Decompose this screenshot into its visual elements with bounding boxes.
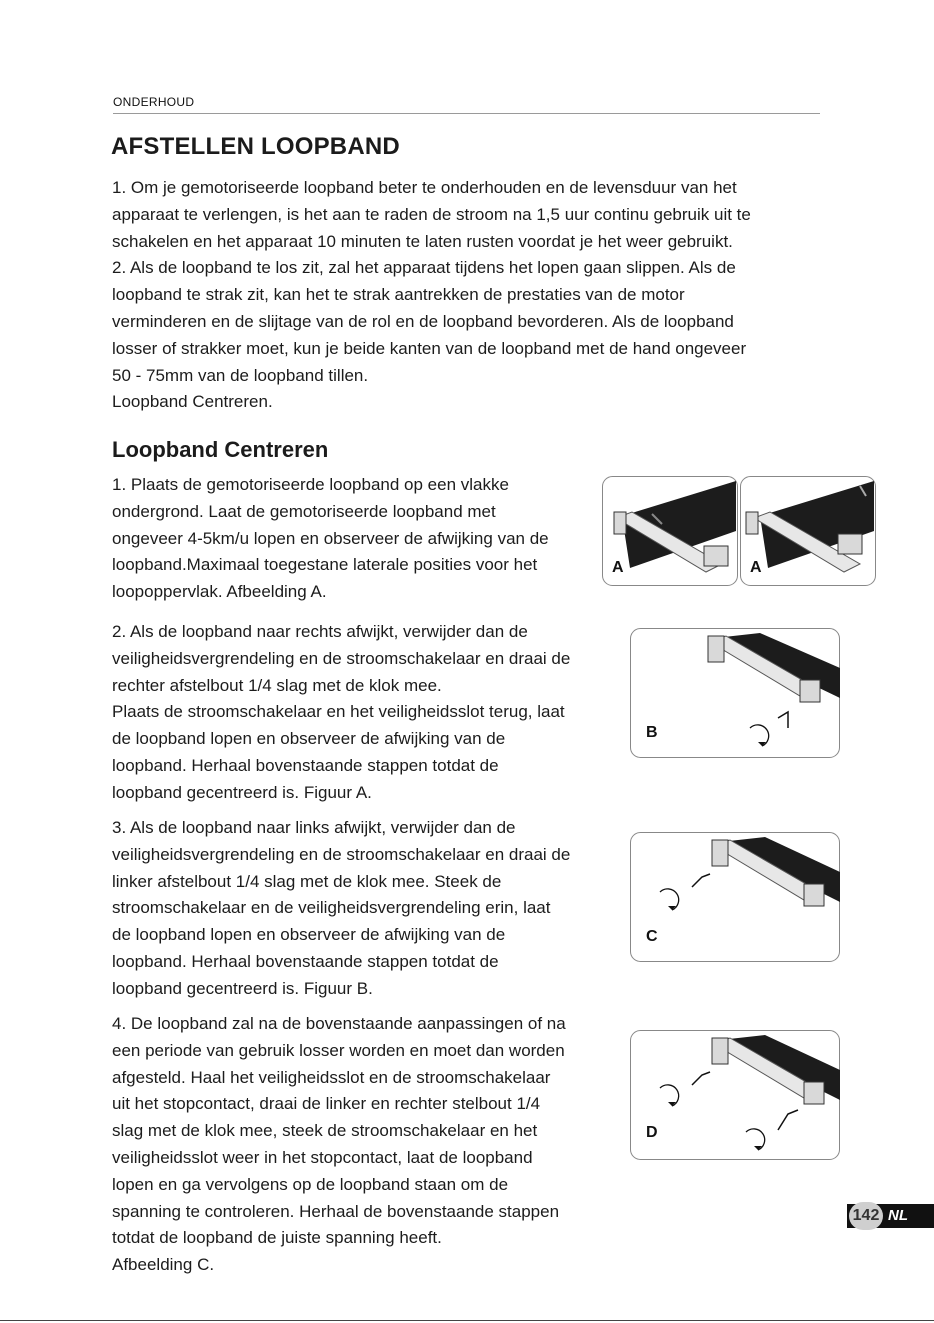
text-line: de loopband lopen en observeer de afwijking van de	[112, 729, 506, 749]
step-2-paragraph	[112, 619, 570, 807]
text-line: 2. Als de loopband naar rechts afwijkt, verwijder dan de	[112, 622, 528, 641]
figure-a-left	[602, 476, 738, 586]
text-line: loopband te strak zit, kan het te strak aantrekken de prestaties van de motor	[112, 285, 685, 305]
text-line: 4. De loopband zal na de bovenstaande aanpassingen of na	[112, 1014, 566, 1033]
text-line: veiligheidsvergrendeling en de stroomschakelaar en draai de	[112, 844, 571, 864]
text-line: een periode van gebruik losser worden en moet dan worden	[112, 1040, 565, 1060]
text-line: 2. Als de loopband te los zit, zal het apparaat tijdens het lopen gaan slippen. Als de	[112, 258, 736, 278]
figure-label: A	[750, 559, 762, 576]
text-line: losser of strakker moet, kun je beide kanten van de loopband met de hand ongeveer	[112, 338, 747, 358]
text-line: 1. Plaats de gemotoriseerde loopband op een vlakke	[112, 475, 509, 494]
text-line: loopband. Herhaal bovenstaande stappen totdat de	[112, 755, 499, 775]
text-line: apparaat te verlengen, is het aan te raden de stroom na 1,5 uur continu gebruik uit te	[112, 204, 751, 224]
text-line: Plaats de stroomschakelaar en het veiligheidsslot terug, laat	[112, 702, 565, 722]
text-line: de loopband lopen en observeer de afwijking van de	[112, 925, 506, 945]
bottom-border	[0, 1320, 934, 1321]
text-line: 1. Om je gemotoriseerde loopband beter te onderhouden en de levensduur van het	[112, 178, 737, 197]
text-line: stroomschakelaar en de veiligheidsvergrendeling erin, laat	[112, 898, 551, 918]
language-label: NL	[888, 1207, 908, 1224]
step-3-paragraph	[112, 815, 570, 1003]
step-4-paragraph	[112, 1011, 566, 1279]
text-line: veiligheidsslot weer in het stopcontact, laat de loopband	[112, 1147, 533, 1167]
text-line: Afbeelding C.	[112, 1255, 215, 1275]
figure-b	[630, 628, 840, 758]
intro-paragraph	[112, 175, 751, 416]
section-label: ONDERHOUD	[113, 95, 195, 109]
text-line: rechter afstelbout 1/4 slag met de klok mee.	[112, 675, 442, 695]
figure-label: D	[646, 1124, 658, 1141]
page-title: AFSTELLEN LOOPBAND	[111, 133, 400, 160]
text-line: uit het stopcontact, draai de linker en rechter stelbout 1/4	[112, 1094, 541, 1114]
figure-label: B	[646, 724, 658, 741]
figure-a-right	[740, 476, 876, 586]
text-line: linker afstelbout 1/4 slag met de klok mee. Steek de	[112, 871, 502, 891]
step-1-paragraph	[112, 472, 549, 606]
figure-c	[630, 832, 840, 962]
text-line: totdat de loopband de juiste spanning heeft.	[112, 1228, 442, 1248]
text-line: veiligheidsvergrendeling en de stroomschakelaar en draai de	[112, 648, 571, 668]
header-divider	[113, 113, 820, 114]
text-line: loopband. Herhaal bovenstaande stappen totdat de	[112, 951, 499, 971]
text-line: verminderen en de slijtage van de rol en de loopband bevorderen. Als de loopband	[112, 311, 734, 331]
text-line: slag met de klok mee, steek de stroomschakelaar en het	[112, 1121, 538, 1141]
text-line: schakelen en het apparaat 10 minuten te laten rusten voordat je het weer gebruikt.	[112, 231, 733, 251]
page-number: 142	[849, 1202, 883, 1230]
text-line: 50 - 75mm van de loopband tillen.	[112, 365, 369, 385]
text-line: 3. Als de loopband naar links afwijkt, verwijder dan de	[112, 818, 516, 837]
text-line: ondergrond. Laat de gemotoriseerde loopband met	[112, 501, 496, 521]
text-line: lopen en ga vervolgens op de loopband staan om de	[112, 1174, 509, 1194]
text-line: loopband gecentreerd is. Figuur A.	[112, 782, 372, 802]
text-line: Loopband Centreren.	[112, 392, 273, 412]
figure-label: A	[612, 559, 624, 576]
text-line: loopband gecentreerd is. Figuur B.	[112, 978, 373, 998]
text-line: ongeveer 4-5km/u lopen en observeer de afwijking van de	[112, 528, 549, 548]
figure-label: C	[646, 928, 658, 945]
figure-d	[630, 1030, 840, 1160]
text-line: spanning te controleren. Herhaal de bovenstaande stappen	[112, 1201, 560, 1221]
text-line: afgesteld. Haal het veiligheidsslot en de stroomschakelaar	[112, 1067, 551, 1087]
section-heading: Loopband Centreren	[112, 437, 329, 462]
text-line: loopoppervlak. Afbeelding A.	[112, 582, 327, 602]
text-line: loopband.Maximaal toegestane laterale posities voor het	[112, 555, 538, 575]
